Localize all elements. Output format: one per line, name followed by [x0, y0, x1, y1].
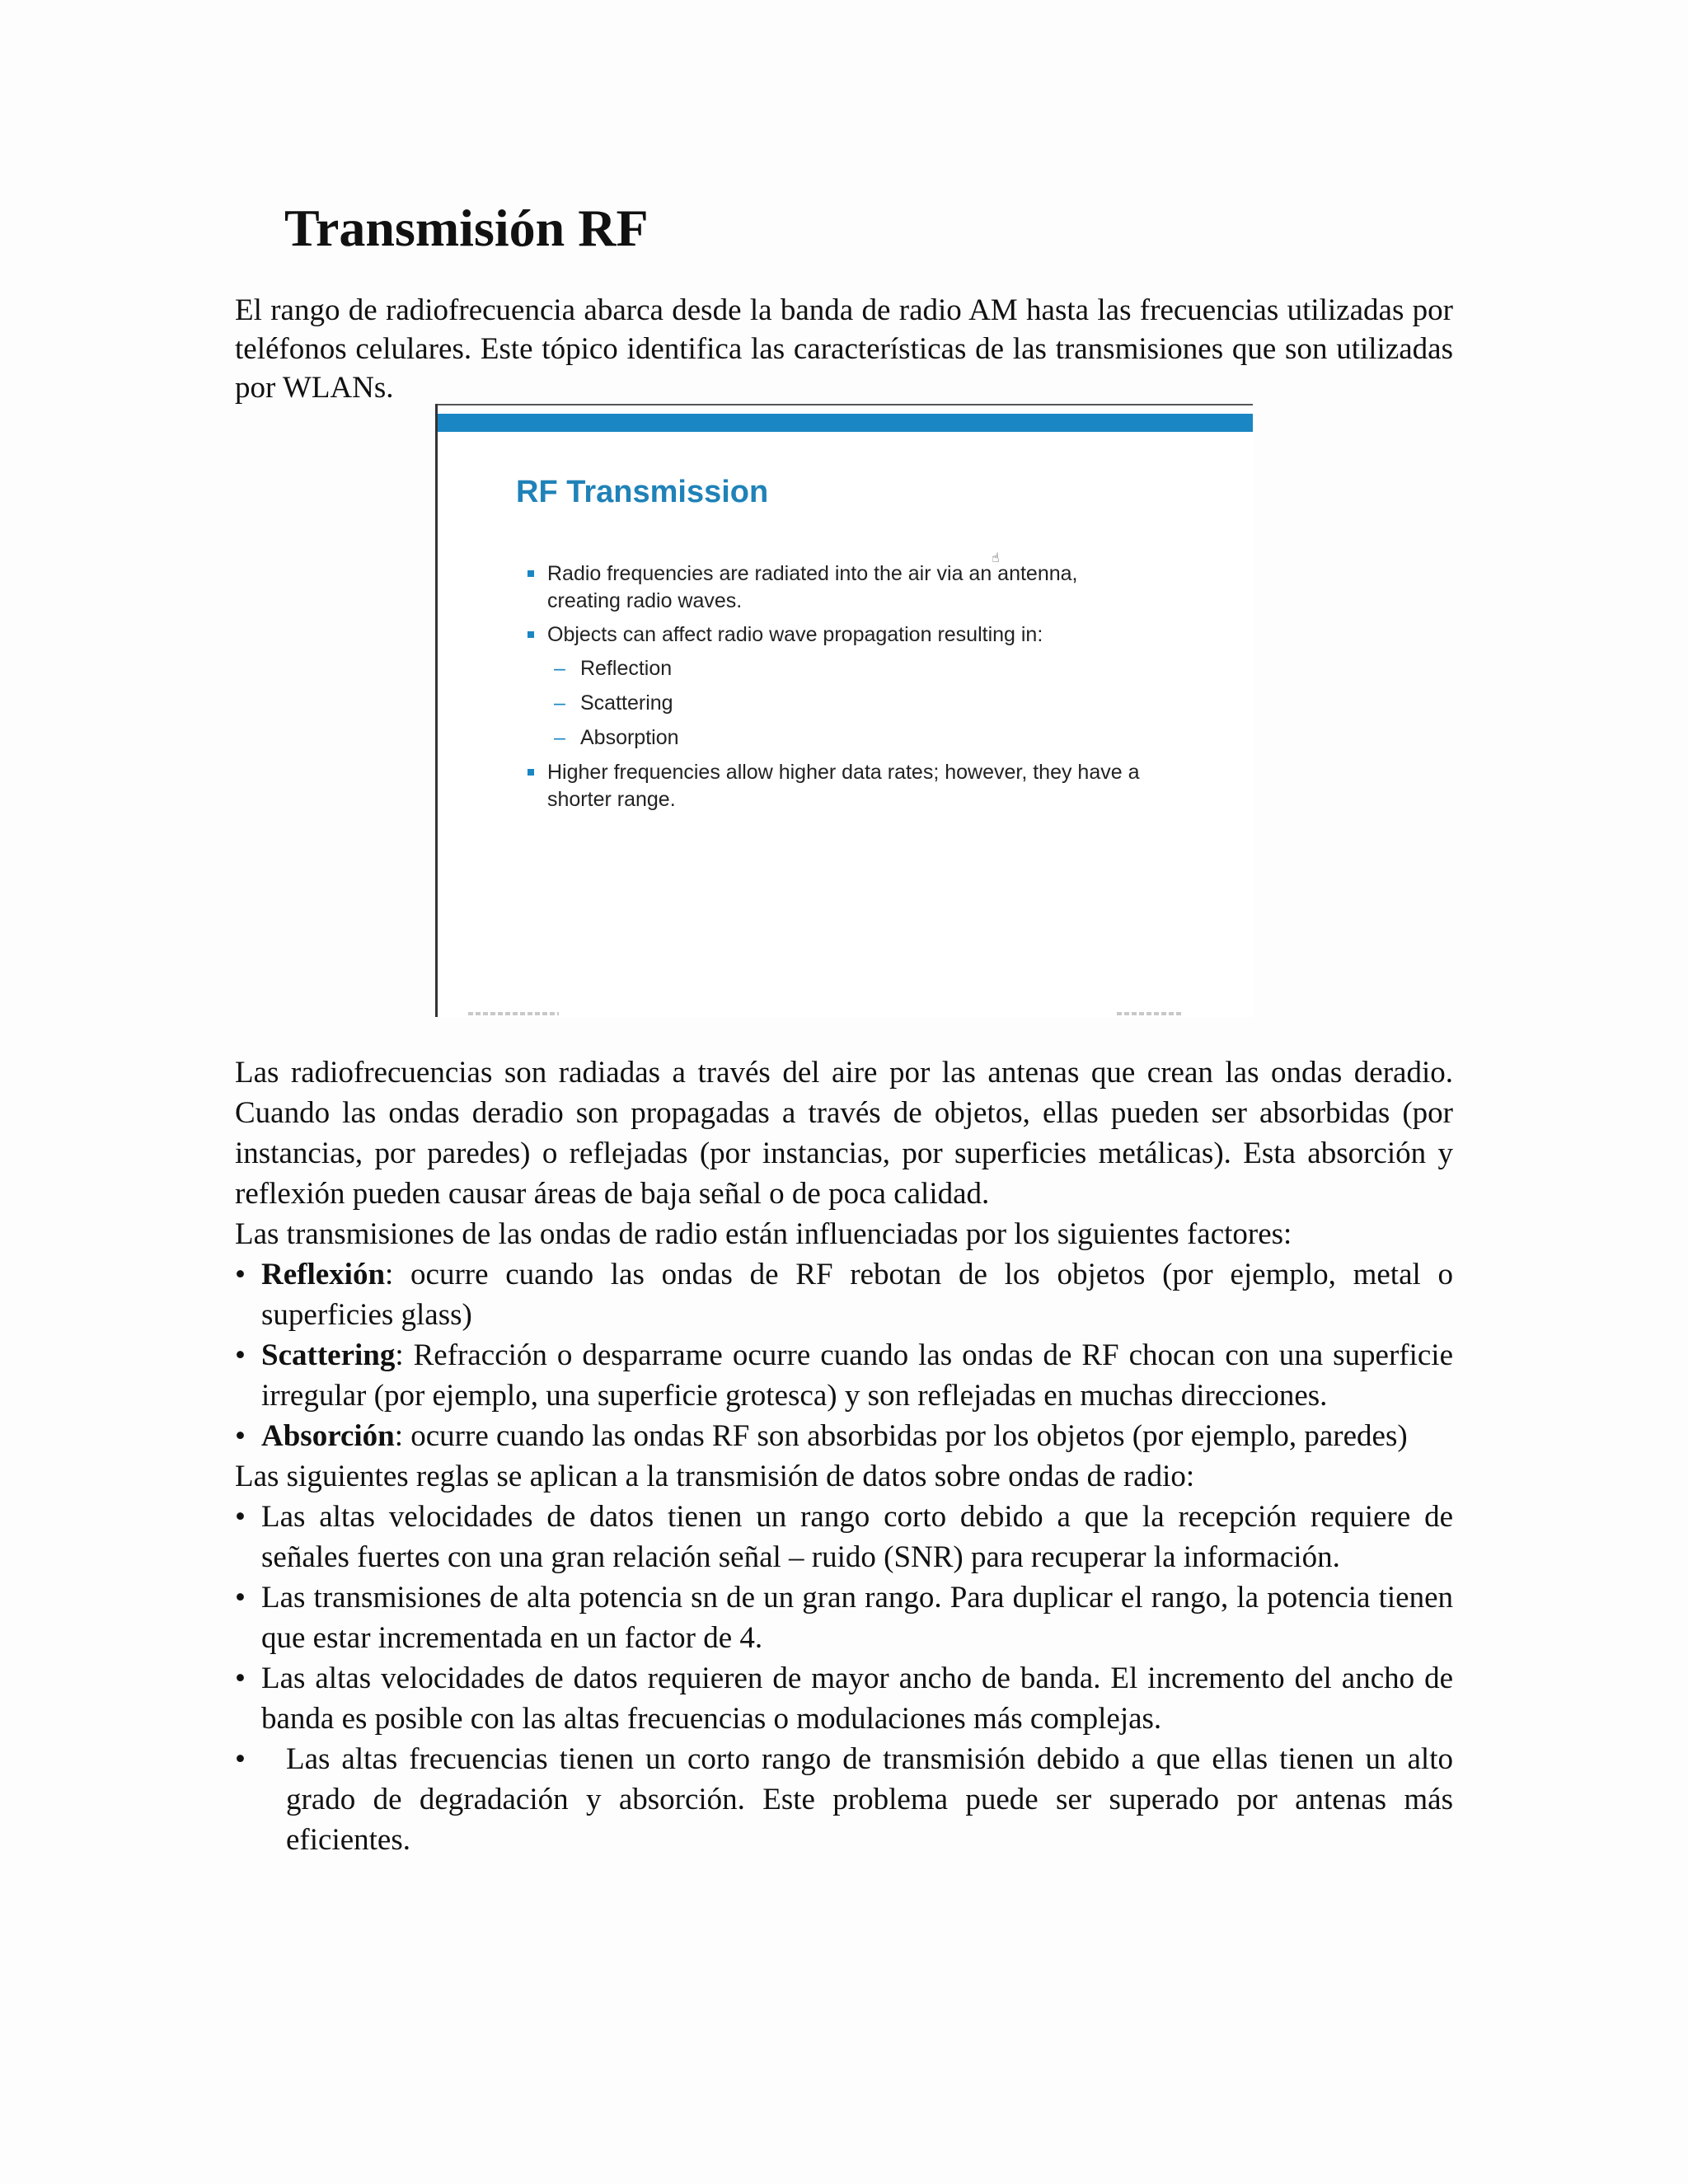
- slide-subitem-text: Absorption: [580, 726, 679, 749]
- square-bullet-icon: [528, 769, 534, 776]
- slide-bullet-text: Objects can affect radio wave propagation resulting in:: [547, 623, 1043, 646]
- rule-text: Las altas frecuencias tienen un corto rango de transmisión debido a que ellas tienen un alto grado de degradación y absorción. Este problema puede ser superado por antenas más eficientes.: [286, 1742, 1453, 1857]
- rule-text: Las transmisiones de alta potencia sn de un gran rango. Para duplicar el rango, la potencia tienen que estar incrementada en un factor de 4.: [261, 1581, 1453, 1655]
- bullet-icon: •: [235, 1338, 246, 1372]
- factor-item: [235, 1254, 1453, 1335]
- slide-footer-page: [1117, 1012, 1183, 1015]
- slide-bullet-list: [528, 560, 1154, 820]
- bullet-icon: •: [235, 1742, 246, 1776]
- factor-text: : ocurre cuando las ondas RF son absorbidas por los objetos (por ejemplo, paredes): [394, 1419, 1408, 1453]
- bullet-icon: •: [235, 1258, 246, 1291]
- bullet-icon: •: [235, 1581, 246, 1615]
- slide-subitem-text: Reflection: [580, 657, 673, 680]
- intro-paragraph: El rango de radiofrecuencia abarca desde la banda de radio AM hasta las frecuencias utilizadas por teléfonos celulares. Este tópico identifica las características de las transmisiones que son utilizadas por WLANs.: [235, 293, 1453, 405]
- factor-item: [235, 1335, 1453, 1416]
- slide-bullet-text: Radio frequencies are radiated into the air via an antenna, creating radio waves.: [547, 562, 1078, 612]
- body-content: [235, 1052, 1453, 1860]
- slide-subitem-text: Scattering: [580, 691, 673, 715]
- factor-item: [235, 1416, 1453, 1456]
- hand-cursor-icon: ☝: [992, 551, 1000, 565]
- square-bullet-icon: [528, 631, 534, 638]
- bullet-icon: •: [235, 1419, 246, 1453]
- factor-term: Scattering: [261, 1338, 396, 1372]
- slide-bullet: [528, 759, 1154, 813]
- rule-text: Las altas velocidades de datos requieren de mayor ancho de banda. El incremento del ancho de banda es posible con las altas frecuencias o modulaciones más complejas.: [261, 1661, 1453, 1736]
- slide-footer-copyright: [468, 1012, 559, 1015]
- dash-bullet-icon: –: [554, 726, 565, 749]
- slide-subitem: [528, 690, 1154, 717]
- body-paragraph: Las radiofrecuencias son radiadas a través del aire por las antenas que crean las ondas deradio. Cuando las ondas deradio son propagadas a través de objetos, ellas pueden ser absorbidas (por instancias, por paredes) o reflejadas (por instancias, por superficies metálicas). Esta absorción y reflexión pueden causar áreas de baja señal o de poca calidad.: [235, 1056, 1453, 1211]
- factors-list: [235, 1254, 1453, 1456]
- rule-item: [235, 1497, 1453, 1577]
- slide-subitem: [528, 724, 1154, 752]
- dash-bullet-icon: –: [554, 691, 565, 715]
- rule-item: [235, 1658, 1453, 1739]
- bullet-icon: •: [235, 1500, 246, 1534]
- factor-text: : ocurre cuando las ondas de RF rebotan de los objetos (por ejemplo, metal o superficies glass): [261, 1258, 1453, 1332]
- slide-header-bar: [438, 414, 1253, 432]
- rule-item: [235, 1577, 1453, 1658]
- factor-term: Absorción: [261, 1419, 395, 1453]
- rules-list: [235, 1497, 1453, 1860]
- rule-text: Las altas velocidades de datos tienen un rango corto debido a que la recepción requiere de señales fuertes con una gran relación señal – ruido (SNR) para recuperar la información.: [261, 1500, 1453, 1574]
- embedded-slide: [435, 404, 1253, 1017]
- dash-bullet-icon: –: [554, 657, 565, 680]
- factor-text: : Refracción o desparrame ocurre cuando las ondas de RF chocan con una superficie irregular (por ejemplo, una superficie grotesca) y son reflejadas en muchas direcciones.: [261, 1338, 1453, 1413]
- slide-bullet: [528, 560, 1154, 615]
- body-paragraph: Las siguientes reglas se aplican a la transmisión de datos sobre ondas de radio:: [235, 1460, 1195, 1493]
- slide-bullet-text: Higher frequencies allow higher data rates; however, they have a shorter range.: [547, 761, 1140, 811]
- factor-term: Reflexión: [261, 1258, 386, 1291]
- body-paragraph: Las transmisiones de las ondas de radio están influenciadas por los siguientes factores:: [235, 1217, 1292, 1251]
- slide-left-border: [435, 404, 438, 1017]
- bullet-icon: •: [235, 1661, 246, 1695]
- slide-bullet: [528, 621, 1154, 649]
- slide-title: RF Transmission: [516, 475, 769, 509]
- rule-item: [235, 1739, 1453, 1860]
- slide-subitem: [528, 655, 1154, 682]
- square-bullet-icon: [528, 570, 534, 577]
- page-title: Transmisión RF: [284, 199, 649, 257]
- slide-top-border: [435, 404, 1253, 405]
